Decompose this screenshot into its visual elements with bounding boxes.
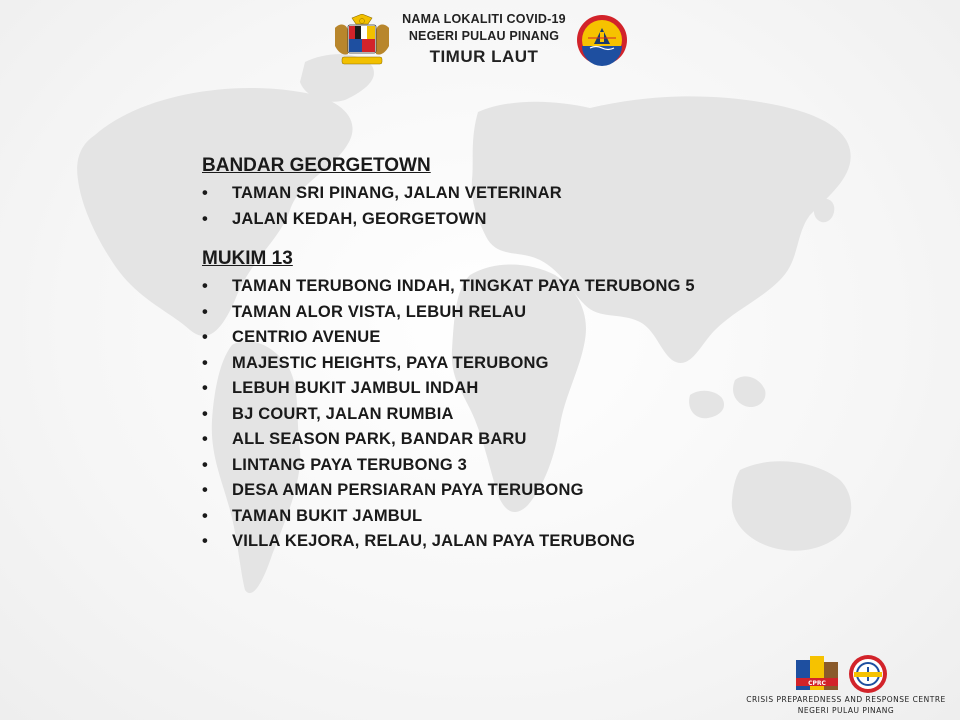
district-title: TIMUR LAUT [429, 47, 539, 66]
list-item-text: JALAN KEDAH, GEORGETOWN [232, 209, 487, 228]
list-item-text: TAMAN BUKIT JAMBUL [232, 506, 423, 525]
list-item [202, 402, 822, 428]
list-item [202, 529, 822, 555]
list-item [202, 453, 822, 479]
list-item-text: ALL SEASON PARK, BANDAR BARU [232, 430, 527, 448]
section-heading: BANDAR GEORGETOWN [202, 155, 431, 176]
list-item-text: DESA AMAN PERSIARAN PAYA TERUBONG [232, 481, 584, 499]
list-item [202, 207, 822, 233]
bullet-icon: • [202, 184, 208, 202]
bullet-icon: • [202, 379, 208, 397]
footer-org-name: CRISIS PREPAREDNESS AND RESPONSE CENTRE [746, 695, 946, 704]
footer-logos [736, 654, 956, 694]
bullet-icon: • [202, 277, 208, 295]
bullet-icon: • [202, 455, 208, 474]
bullet-icon: • [202, 328, 208, 346]
list-item-text: LEBUH BUKIT JAMBUL INDAH [232, 379, 479, 397]
penang-state-seal-icon [576, 14, 628, 66]
cprc-logo-icon [794, 654, 842, 694]
list-item-text: TAMAN TERUBONG INDAH, TINGKAT PAYA TERUBONG 5 [232, 277, 695, 295]
section-bandar-georgetown [202, 153, 822, 232]
list-item [202, 504, 822, 530]
bullet-icon: • [202, 353, 208, 372]
title-line-1: NAMA LOKALITI COVID-19 [402, 12, 566, 26]
list-item-text: CENTRIO AVENUE [232, 328, 381, 346]
svg-text:CPRC: CPRC [808, 680, 826, 687]
list-item [202, 427, 822, 453]
list-item [202, 351, 822, 377]
locality-items [202, 274, 822, 555]
locality-list [202, 153, 822, 555]
section-mukim-13 [202, 246, 822, 555]
header [0, 0, 960, 80]
list-item [202, 274, 822, 300]
section-heading: MUKIM 13 [202, 248, 293, 269]
header-titles [396, 11, 572, 68]
list-item [202, 300, 822, 326]
malaysia-coat-of-arms-icon [330, 14, 394, 68]
footer-state-name: NEGERI PULAU PINANG [797, 706, 895, 715]
list-item-text: TAMAN SRI PINANG, JALAN VETERINAR [232, 184, 562, 202]
bullet-icon: • [202, 209, 208, 228]
list-item [202, 478, 822, 504]
bullet-icon: • [202, 481, 208, 499]
bullet-icon: • [202, 302, 208, 321]
bullet-icon: • [202, 532, 208, 550]
bullet-icon: • [202, 506, 208, 525]
list-item-text: BJ COURT, JALAN RUMBIA [232, 404, 454, 423]
bullet-icon: • [202, 430, 208, 448]
locality-items [202, 181, 822, 232]
list-item-text: VILLA KEJORA, RELAU, JALAN PAYA TERUBONG [232, 532, 636, 550]
list-item [202, 325, 822, 351]
list-item [202, 376, 822, 402]
footer [736, 654, 956, 716]
list-item-text: MAJESTIC HEIGHTS, PAYA TERUBONG [232, 353, 549, 372]
kementerian-kesihatan-emblem-icon [848, 654, 888, 694]
list-item [202, 181, 822, 207]
list-item-text: LINTANG PAYA TERUBONG 3 [232, 455, 468, 474]
title-line-2: NEGERI PULAU PINANG [408, 29, 560, 43]
list-item-text: TAMAN ALOR VISTA, LEBUH RELAU [232, 302, 527, 321]
bullet-icon: • [202, 404, 208, 423]
